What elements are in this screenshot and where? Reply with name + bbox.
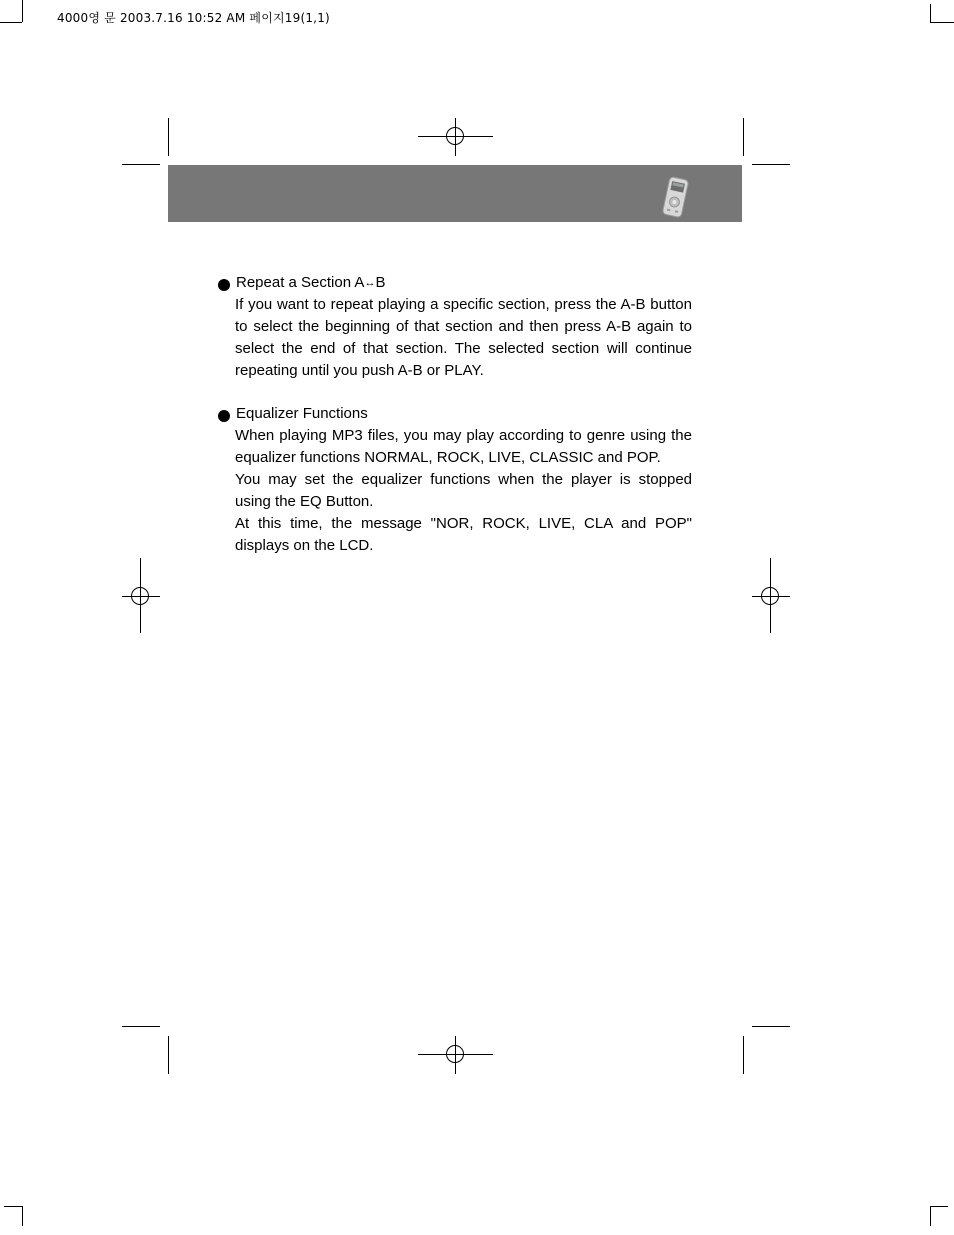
print-slug: 4000영 문 2003.7.16 10:52 AM 페이지19(1,1) bbox=[57, 11, 330, 25]
content-body bbox=[218, 272, 692, 578]
paragraph: When playing MP3 files, you may play according to genre using the equalizer functions NORMAL, ROCK, LIVE, CLASSIC and POP. bbox=[235, 427, 692, 466]
section-body bbox=[235, 425, 692, 557]
heading-text-post: B bbox=[375, 274, 386, 291]
mp3-player-icon bbox=[658, 175, 692, 219]
section-heading bbox=[218, 272, 692, 294]
bullet-icon bbox=[218, 279, 230, 291]
paragraph: At this time, the message "NOR, ROCK, LIVE, CLA and POP" displays on the LCD. bbox=[235, 515, 692, 554]
paragraph: If you want to repeat playing a specific section, press the A-B button to select the beginning of that section and then press A-B again to select the end of that section. The selected section will continue repeating until you push A-B or PLAY. bbox=[235, 296, 692, 379]
section-body bbox=[235, 294, 692, 382]
section-equalizer bbox=[218, 403, 692, 557]
header-band bbox=[168, 165, 742, 222]
heading-text: Equalizer Functions bbox=[236, 405, 368, 422]
heading-text-pre: Repeat a Section A bbox=[236, 274, 365, 291]
paragraph: You may set the equalizer functions when the player is stopped using the EQ Button. bbox=[235, 471, 692, 510]
left-right-arrow-icon: ↔ bbox=[364, 277, 376, 289]
bullet-icon bbox=[218, 410, 230, 422]
section-repeat-ab bbox=[218, 272, 692, 382]
section-heading bbox=[218, 403, 692, 425]
